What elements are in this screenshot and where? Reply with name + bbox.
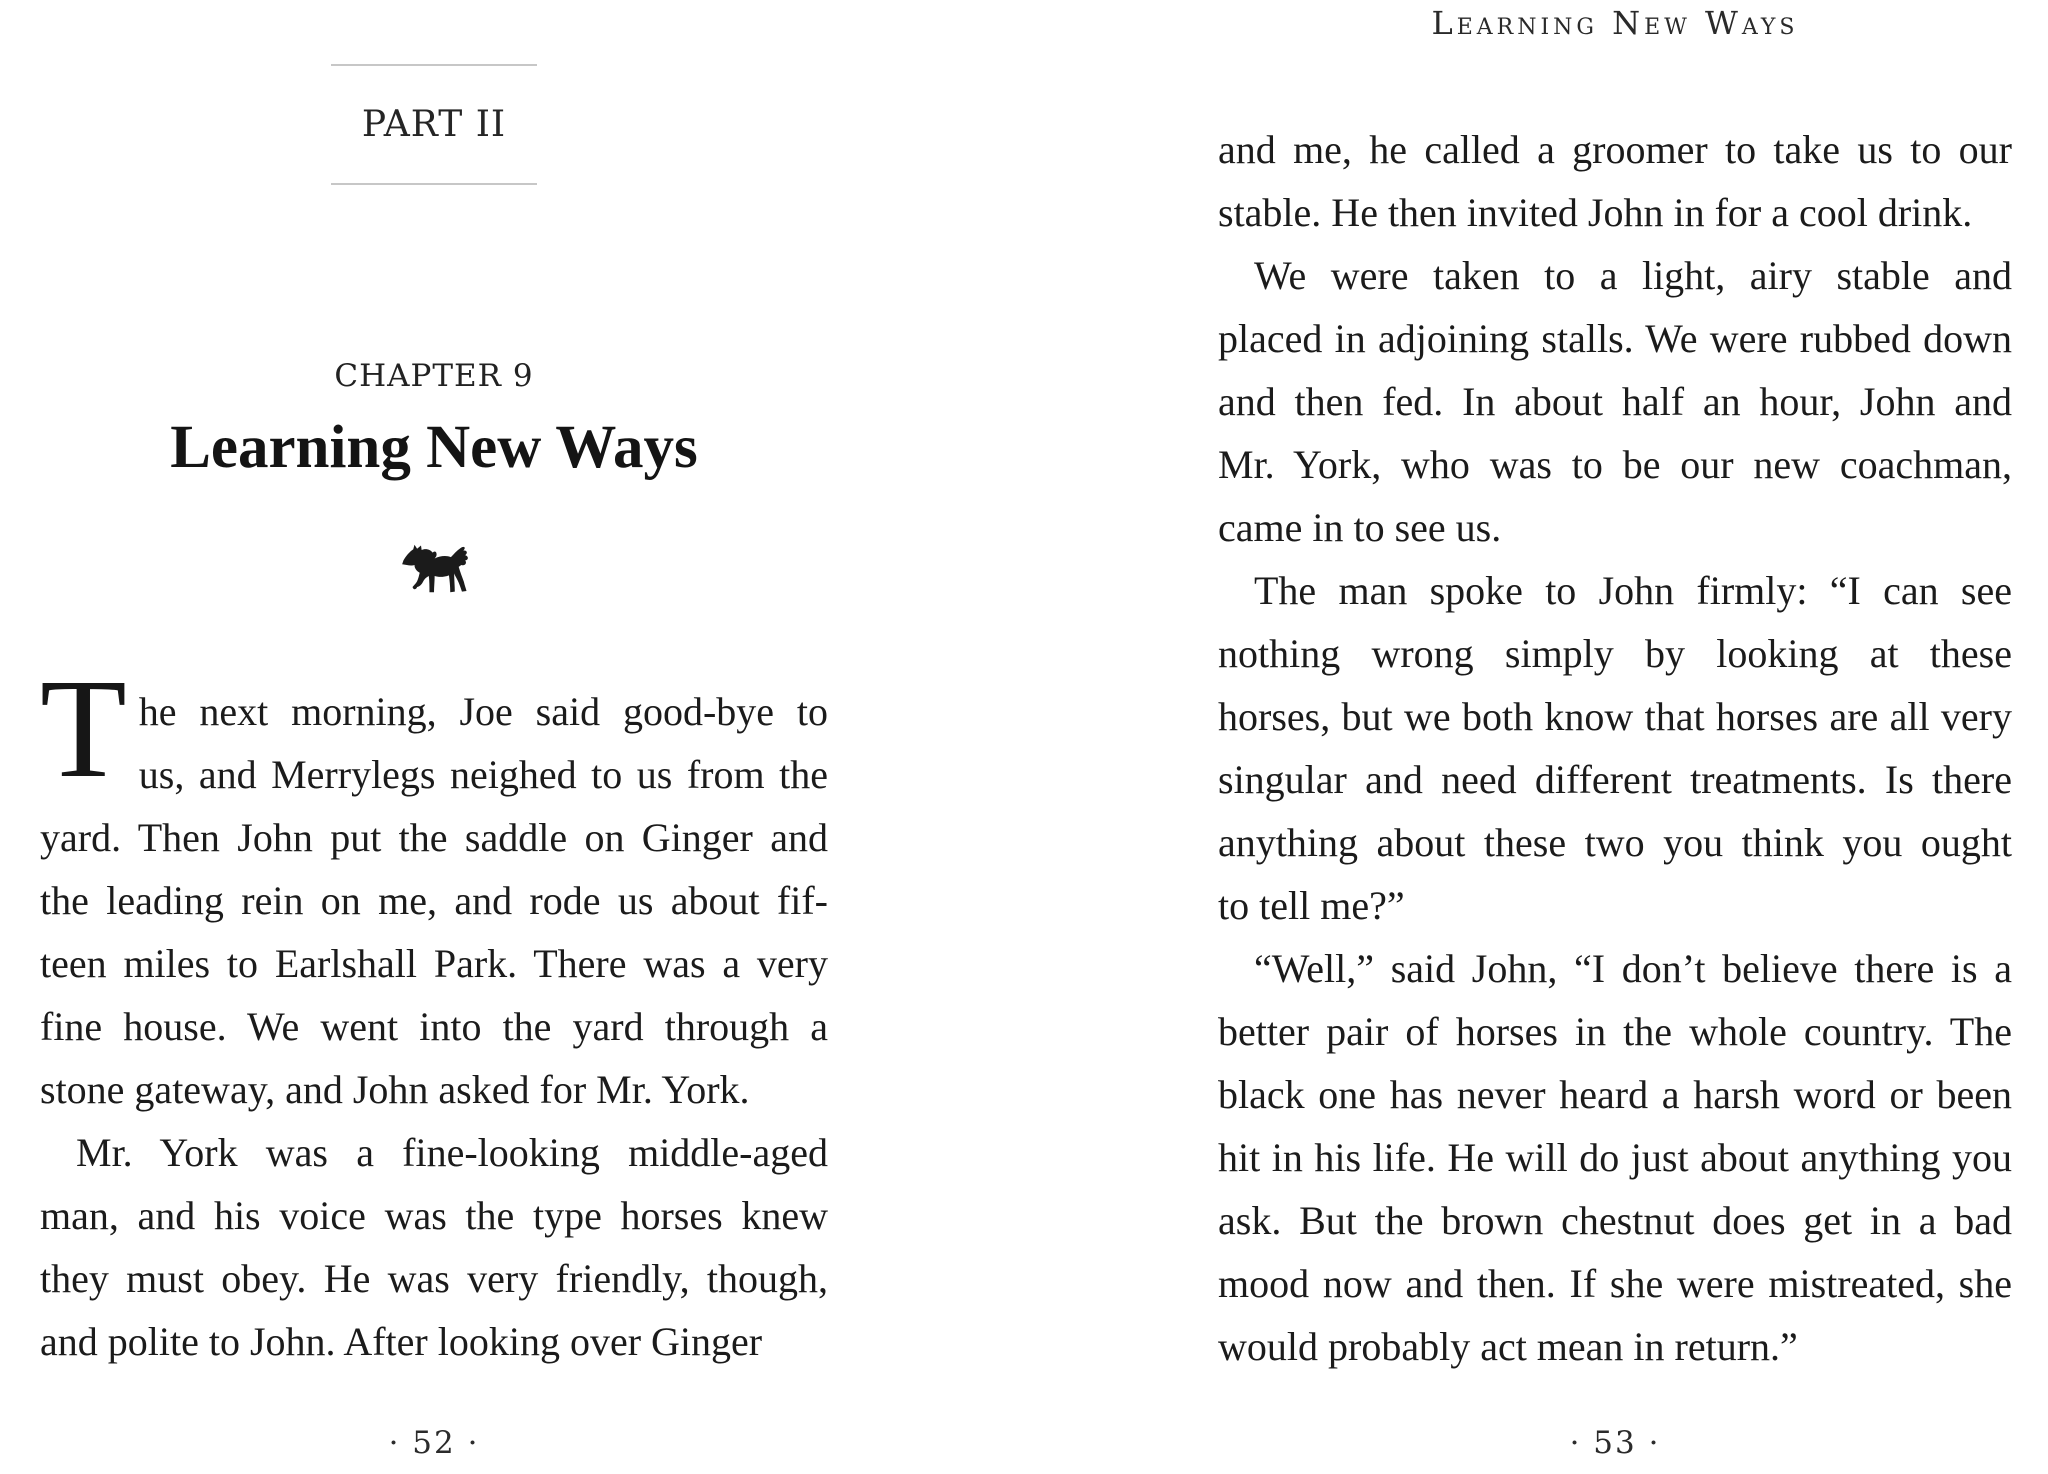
text-line: us, and Merrylegs neighed to us from the (138, 752, 828, 797)
text-line: Mr. York, who was to be our new coachman, (1218, 442, 2012, 487)
text-line: black one has never heard a harsh word or been (1218, 1072, 2012, 1117)
text-line: stone gateway, and John asked for Mr. York. (40, 1067, 750, 1112)
text-line: he next morning, Joe said good-bye to (138, 689, 828, 734)
part-divider (331, 64, 537, 185)
paragraph (1218, 559, 2012, 937)
text-line: and me, he called a groomer to take us to our (1218, 127, 2012, 172)
right-page-body (1218, 118, 2012, 1378)
text-line: the leading rein on me, and rode us about fif- (40, 878, 828, 923)
text-line: to tell me?” (1218, 883, 1405, 928)
text-line: came in to see us. (1218, 505, 1502, 550)
text-line: mood now and then. If she were mistreated, she (1218, 1261, 2012, 1306)
text-line: man, and his voice was the type horses knew (40, 1193, 828, 1238)
text-line: they must obey. He was very friendly, though, (40, 1256, 828, 1301)
chapter-number-label: CHAPTER 9 (334, 358, 534, 394)
text-line: and then fed. In about half an hour, John and (1218, 379, 2012, 424)
horse-icon (395, 543, 473, 609)
text-line: would probably act mean in return.” (1218, 1324, 1798, 1369)
drop-cap: T (40, 649, 127, 807)
left-page-number: · 52 · (388, 1425, 480, 1461)
paragraph (1218, 118, 2012, 244)
text-line: The man spoke to John firmly: “I can see (1254, 568, 2012, 613)
text-line: anything about these two you think you ought (1218, 820, 2012, 865)
text-line: horses, but we both know that horses are all very (1218, 694, 2012, 739)
text-line: “Well,” said John, “I don’t believe there is a (1254, 946, 2012, 991)
part-label: PART II (361, 104, 507, 145)
text-line: stable. He then invited John in for a cool drink. (1218, 190, 1973, 235)
running-header: Learning New Ways (1431, 4, 1799, 42)
text-line: We were taken to a light, airy stable and (1254, 253, 2012, 298)
text-line: hit in his life. He will do just about anything you (1218, 1135, 2012, 1180)
text-line: placed in adjoining stalls. We were rubbed down (1218, 316, 2012, 361)
chapter-title: Learning New Ways (170, 414, 698, 481)
chapter-ornament (40, 543, 828, 609)
text-line: singular and need different treatments. Is there (1218, 757, 2012, 802)
paragraph (1218, 937, 2012, 1378)
paragraph (1218, 244, 2012, 559)
left-page-body (40, 649, 828, 1373)
text-line: teen miles to Earlshall Park. There was a very (40, 941, 828, 986)
right-page-number: · 53 · (1569, 1425, 1661, 1461)
text-line: and polite to John. After looking over Ginger (40, 1319, 763, 1364)
text-line: ask. But the brown chestnut does get in a bad (1218, 1198, 2012, 1243)
text-line: better pair of horses in the whole country. The (1218, 1009, 2012, 1054)
text-line: nothing wrong simply by looking at these (1218, 631, 2012, 676)
paragraph (40, 649, 828, 1121)
text-line: yard. Then John put the saddle on Ginger and (40, 815, 828, 860)
text-line: Mr. York was a fine-looking middle-aged (76, 1130, 828, 1175)
text-line: fine house. We went into the yard through a (40, 1004, 828, 1049)
paragraph (40, 1121, 828, 1373)
